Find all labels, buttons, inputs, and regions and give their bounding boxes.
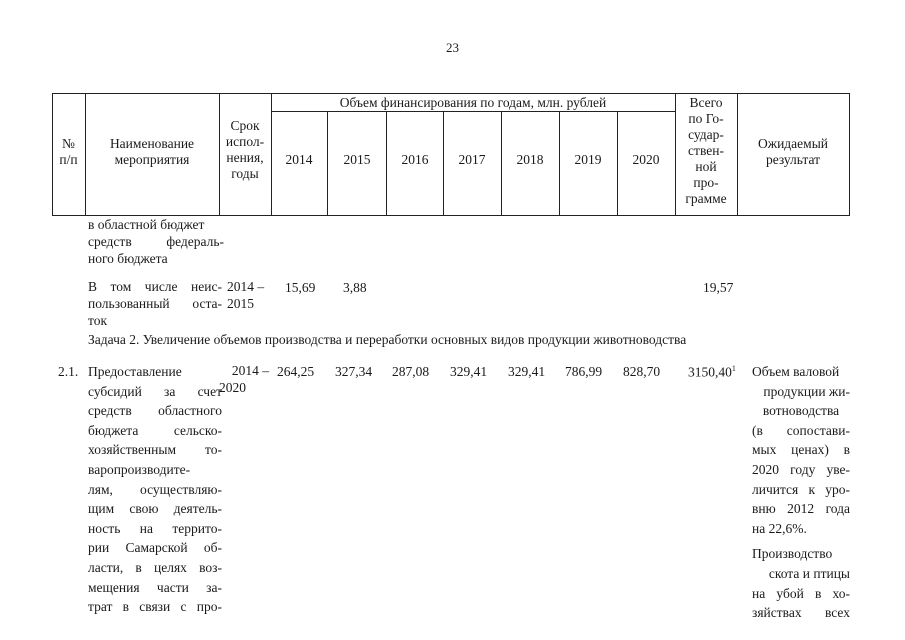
footnote-mark: 1 — [731, 364, 736, 373]
text-line: Предоставление — [88, 364, 182, 379]
text-line: вню 2012 года — [752, 501, 850, 517]
year-header: 2020 — [632, 152, 660, 167]
header-col-total — [675, 95, 737, 207]
text-line: хозяйственным то- — [88, 442, 222, 458]
header-text: грамме — [685, 191, 727, 206]
header-text: судар- — [688, 127, 724, 142]
value-total — [688, 364, 736, 381]
text-line: лям, осуществляю- — [88, 481, 222, 497]
text-line: Объем валовой — [752, 364, 840, 379]
unused-row-term — [227, 278, 264, 312]
text-line: зяйствах всех — [752, 605, 850, 621]
header-col-result — [737, 136, 849, 168]
unused-total: 19,57 — [703, 280, 734, 295]
continuation-text — [88, 216, 224, 267]
text-line: Производство — [752, 546, 833, 562]
unused-value-2015: 3,88 — [343, 280, 367, 295]
text-line: 2020 — [219, 380, 246, 395]
year-header: 2015 — [343, 152, 371, 167]
value-2014: 264,25 — [277, 364, 315, 379]
header-text: п/п — [59, 152, 78, 167]
value-2015: 327,34 — [335, 364, 373, 379]
text-line: трат в связи с про- — [88, 599, 222, 615]
header-text: испол- — [225, 134, 265, 149]
text-line: В том числе неис- — [88, 279, 222, 294]
text-line: варопроизводите- — [88, 461, 191, 477]
row-term — [219, 362, 269, 396]
header-text: Ожидаемый — [758, 136, 828, 151]
text-line: 2015 — [227, 296, 254, 311]
text-line: 2014 – — [227, 279, 265, 294]
text-line: рии Самарской об- — [88, 540, 222, 556]
text-line: вотноводства — [762, 403, 840, 419]
text-line: личится к уро- — [752, 481, 850, 497]
text-line: щим свою деятель- — [88, 501, 222, 517]
header-text: результат — [765, 152, 821, 167]
text-line: средств федераль- — [88, 234, 224, 249]
header-col-term — [219, 118, 271, 182]
header-col-name — [85, 136, 219, 168]
header-text: Наименование — [109, 136, 195, 151]
year-header: 2014 — [285, 152, 313, 167]
text-line: мых ценах) в — [752, 442, 850, 458]
task-heading: Задача 2. Увеличение объемов производства и переработки основных видов продукции животноводства — [88, 332, 687, 347]
text-line: ного бюджета — [88, 251, 168, 266]
unused-row-name — [88, 278, 222, 329]
text-line: на 22,6%. — [752, 520, 807, 536]
text-line: скота и птицы — [768, 565, 850, 581]
header-text: Срок — [230, 118, 260, 133]
text-line: продукции жи- — [763, 383, 850, 399]
text-line: в областной бюджет — [88, 217, 205, 232]
year-header: 2019 — [574, 152, 602, 167]
text-line: (в сопостави- — [752, 422, 850, 438]
header-text: ствен- — [688, 143, 724, 158]
row-result — [752, 362, 850, 623]
row-name — [88, 362, 222, 617]
value-2017: 329,41 — [450, 364, 488, 379]
year-header: 2018 — [516, 152, 544, 167]
text-line: субсидий за счет — [88, 383, 222, 399]
text-line: ток — [88, 313, 108, 328]
header-text: про- — [693, 175, 719, 190]
text-line: средств областного — [88, 403, 222, 419]
text-line: ность на террито- — [88, 520, 222, 536]
header-text: по Го- — [688, 111, 724, 126]
year-header: 2016 — [401, 152, 429, 167]
header-text: мероприятия — [114, 152, 190, 167]
header-text: ной — [695, 159, 717, 174]
header-col-funding: Объем финансирования по годам, млн. рублей — [339, 95, 607, 110]
value-2020: 828,70 — [623, 364, 661, 379]
text-line: 2014 – — [231, 363, 269, 378]
header-text: № — [62, 136, 75, 151]
header-col-number — [52, 136, 85, 168]
header-text: нения, — [226, 150, 264, 165]
header-text: годы — [231, 166, 259, 181]
unused-value-2014: 15,69 — [285, 280, 316, 295]
value-2019: 786,99 — [565, 364, 603, 379]
row-number: 2.1. — [58, 364, 79, 379]
text-line: 2020 году уве- — [752, 461, 850, 477]
page-number: 23 — [446, 40, 459, 55]
value-2016: 287,08 — [392, 364, 430, 379]
text-line: ласти, в целях воз- — [88, 559, 222, 575]
text-line: мещения части за- — [88, 579, 222, 595]
text-line: бюджета сельско- — [88, 422, 222, 438]
total-value: 3150,40 — [688, 364, 732, 380]
text-line: на убой в хо- — [752, 585, 850, 601]
header-text: Всего — [689, 95, 723, 110]
text-line: пользованный оста- — [88, 296, 222, 311]
year-header: 2017 — [458, 152, 486, 167]
value-2018: 329,41 — [508, 364, 546, 379]
